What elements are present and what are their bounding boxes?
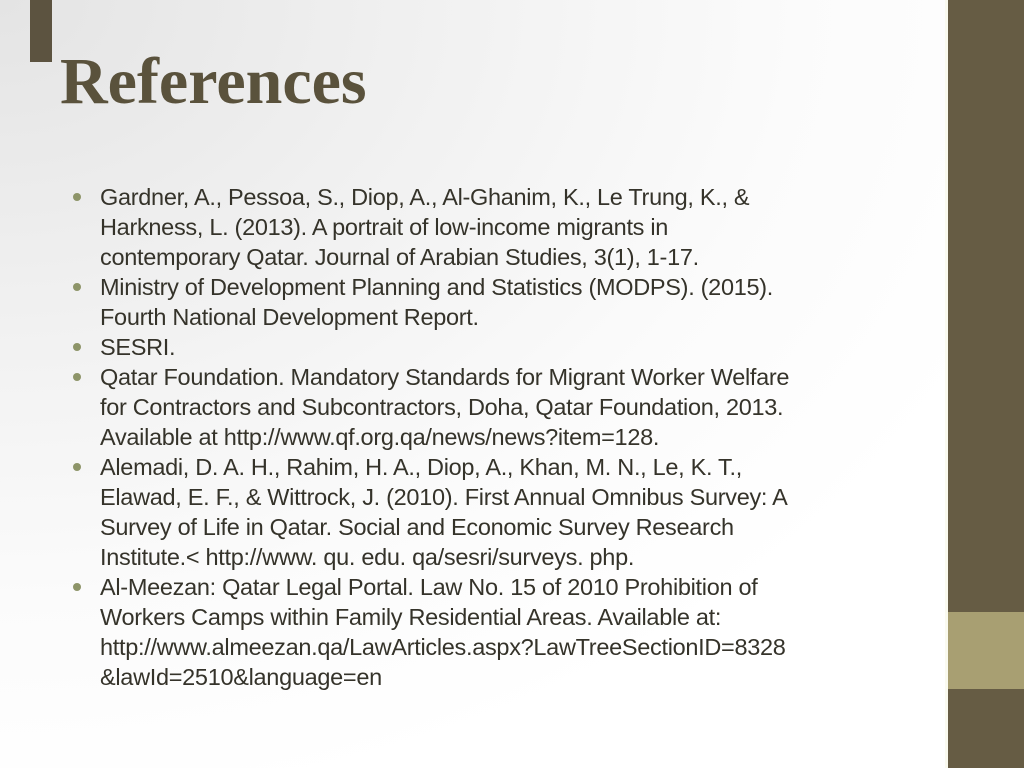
list-item [100,182,930,272]
reference-line: for Contractors and Subcontractors, Doha, Qatar Foundation, 2013. [100,394,784,420]
reference-line: Harkness, L. (2013). A portrait of low-income migrants in [100,214,669,240]
reference-line: contemporary Qatar. Journal of Arabian Studies, 3(1), 1-17. [100,244,699,270]
page-title: References [60,45,367,118]
list-item [100,272,930,332]
reference-line: Al-Meezan: Qatar Legal Portal. Law No. 15 of 2010 Prohibition of [100,574,758,600]
references-list [100,182,930,692]
bullet-icon [73,463,81,471]
list-item [100,452,930,572]
reference-line: http://www.almeezan.qa/LawArticles.aspx?LawTreeSectionID=8328 [100,634,786,660]
reference-line: Gardner, A., Pessoa, S., Diop, A., Al-Ghanim, K., Le Trung, K., & [100,184,750,210]
reference-line: &lawId=2510&language=en [100,664,382,690]
rail-segment-light [948,612,1024,689]
bullet-icon [73,193,81,201]
reference-line: Elawad, E. F., & Wittrock, J. (2010). First Annual Omnibus Survey: A [100,484,788,510]
reference-line: Qatar Foundation. Mandatory Standards for Migrant Worker Welfare [100,364,790,390]
reference-line: Fourth National Development Report. [100,304,479,330]
bullet-icon [73,343,81,351]
reference-line: Alemadi, D. A. H., Rahim, H. A., Diop, A., Khan, M. N., Le, K. T., [100,454,742,480]
bullet-icon [73,583,81,591]
rail-segment-dark-bottom [948,689,1024,768]
reference-line: SESRI. [100,334,176,360]
rail-segment-dark-top [948,0,1024,612]
bullet-icon [73,283,81,291]
reference-line: Institute.< http://www. qu. edu. qa/sesri/surveys. php. [100,544,635,570]
right-accent-rail [948,0,1024,768]
reference-line: Workers Camps within Family Residential Areas. Available at: [100,604,722,630]
reference-line: Survey of Life in Qatar. Social and Economic Survey Research [100,514,734,540]
list-item [100,362,930,452]
bullet-icon [73,373,81,381]
list-item [100,572,930,692]
reference-line: Ministry of Development Planning and Statistics (MODPS). (2015). [100,274,774,300]
list-item [100,332,930,362]
topleft-accent-bar [30,0,52,62]
reference-line: Available at http://www.qf.org.qa/news/news?item=128. [100,424,660,450]
